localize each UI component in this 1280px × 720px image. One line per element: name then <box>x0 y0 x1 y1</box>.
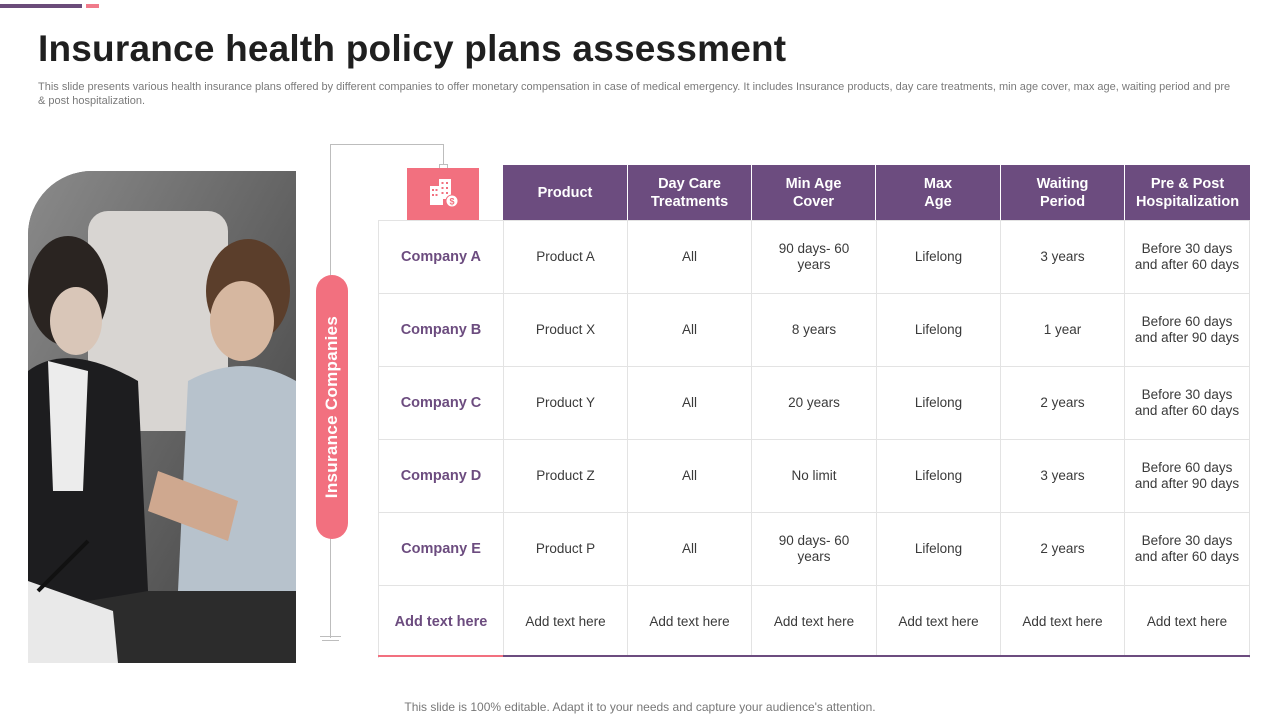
company-name: Add text here <box>379 586 504 657</box>
column-header-max-age: Max Age <box>876 165 1001 220</box>
table-cell: Add text here <box>504 586 628 657</box>
table-row <box>379 513 1249 586</box>
bracket-line-drop <box>443 144 444 166</box>
table-cell: Lifelong <box>877 513 1001 585</box>
table-cell: Before 60 days and after 90 days <box>1134 314 1240 345</box>
table-bottom-accent-purple <box>503 655 1250 657</box>
page-subtitle: This slide presents various health insurance plans offered by different companies to offer monetary compensation in case of medical emergency. It includes Insurance products, day care treatments, min age cover, max age, waiting period and pre & post hospitalization. <box>38 81 1231 107</box>
table-cell: All <box>628 367 752 439</box>
column-header-product: Product <box>503 165 628 220</box>
side-label-text: Insurance Companies <box>322 315 341 499</box>
table-cell: Add text here <box>628 586 752 657</box>
column-header-waiting-period: Waiting Period <box>1001 165 1125 220</box>
column-header-hospitalization: Pre & Post Hospitalization <box>1125 165 1250 220</box>
accent-bar-pink <box>86 4 99 8</box>
company-name: Company B <box>379 294 504 366</box>
table-cell: All <box>628 221 752 293</box>
icon-box <box>407 168 479 220</box>
table-cell: Add text here <box>877 586 1001 657</box>
table-row <box>379 586 1249 657</box>
table-row <box>379 221 1249 294</box>
table-cell: All <box>628 440 752 512</box>
insurance-companies-label <box>316 275 348 539</box>
table-cell: 2 years <box>1001 513 1125 585</box>
table-row <box>379 440 1249 513</box>
table-cell: Before 60 days and after 90 days <box>1134 460 1240 491</box>
table-cell: Product Z <box>504 440 628 512</box>
table-cell: 3 years <box>1001 221 1125 293</box>
company-name: Company E <box>379 513 504 585</box>
table-cell: 20 years <box>752 367 877 439</box>
table-cell: Lifelong <box>877 440 1001 512</box>
table-cell: Product X <box>504 294 628 366</box>
table-cell: 90 days- 60 years <box>752 513 877 585</box>
table-cell: No limit <box>752 440 877 512</box>
table-cell: Lifelong <box>877 367 1001 439</box>
table-cell: Lifelong <box>877 294 1001 366</box>
page-title: Insurance health policy plans assessment <box>38 28 787 69</box>
table-cell: Lifelong <box>877 221 1001 293</box>
table-cell: 3 years <box>1001 440 1125 512</box>
company-name: Company D <box>379 440 504 512</box>
column-header-day-care: Day Care Treatments <box>628 165 752 220</box>
table-cell: Add text here <box>752 586 877 657</box>
accent-bar-purple <box>0 4 82 8</box>
table-cell: 90 days- 60 years <box>752 221 877 293</box>
footer-note: This slide is 100% editable. Adapt it to your needs and capture your audience's attention. <box>404 700 876 714</box>
table-row <box>379 294 1249 367</box>
table-cell: Before 30 days and after 60 days <box>1134 533 1240 564</box>
building-dollar-icon <box>427 176 459 213</box>
business-meeting-photo <box>28 171 296 663</box>
bracket-base-line <box>322 640 339 641</box>
svg-text:$: $ <box>449 196 455 206</box>
table-cell: Product Y <box>504 367 628 439</box>
table-cell: Before 30 days and after 60 days <box>1134 241 1240 272</box>
table-cell: All <box>628 294 752 366</box>
company-name: Company C <box>379 367 504 439</box>
table-cell: Product A <box>504 221 628 293</box>
table-cell: All <box>628 513 752 585</box>
table-cell: Add text here <box>1001 586 1125 657</box>
table-cell: Add text here <box>1146 613 1228 629</box>
comparison-table <box>378 220 1250 658</box>
table-cell: 2 years <box>1001 367 1125 439</box>
column-header-min-age: Min Age Cover <box>752 165 876 220</box>
bracket-line-top <box>330 144 444 145</box>
company-name: Company A <box>379 221 504 293</box>
table-bottom-accent-pink <box>378 655 503 657</box>
table-cell: 1 year <box>1001 294 1125 366</box>
table-row <box>379 367 1249 440</box>
table-cell: Before 30 days and after 60 days <box>1134 387 1240 418</box>
bracket-base-line <box>320 636 341 637</box>
table-cell: Product P <box>504 513 628 585</box>
table-cell: 8 years <box>752 294 877 366</box>
